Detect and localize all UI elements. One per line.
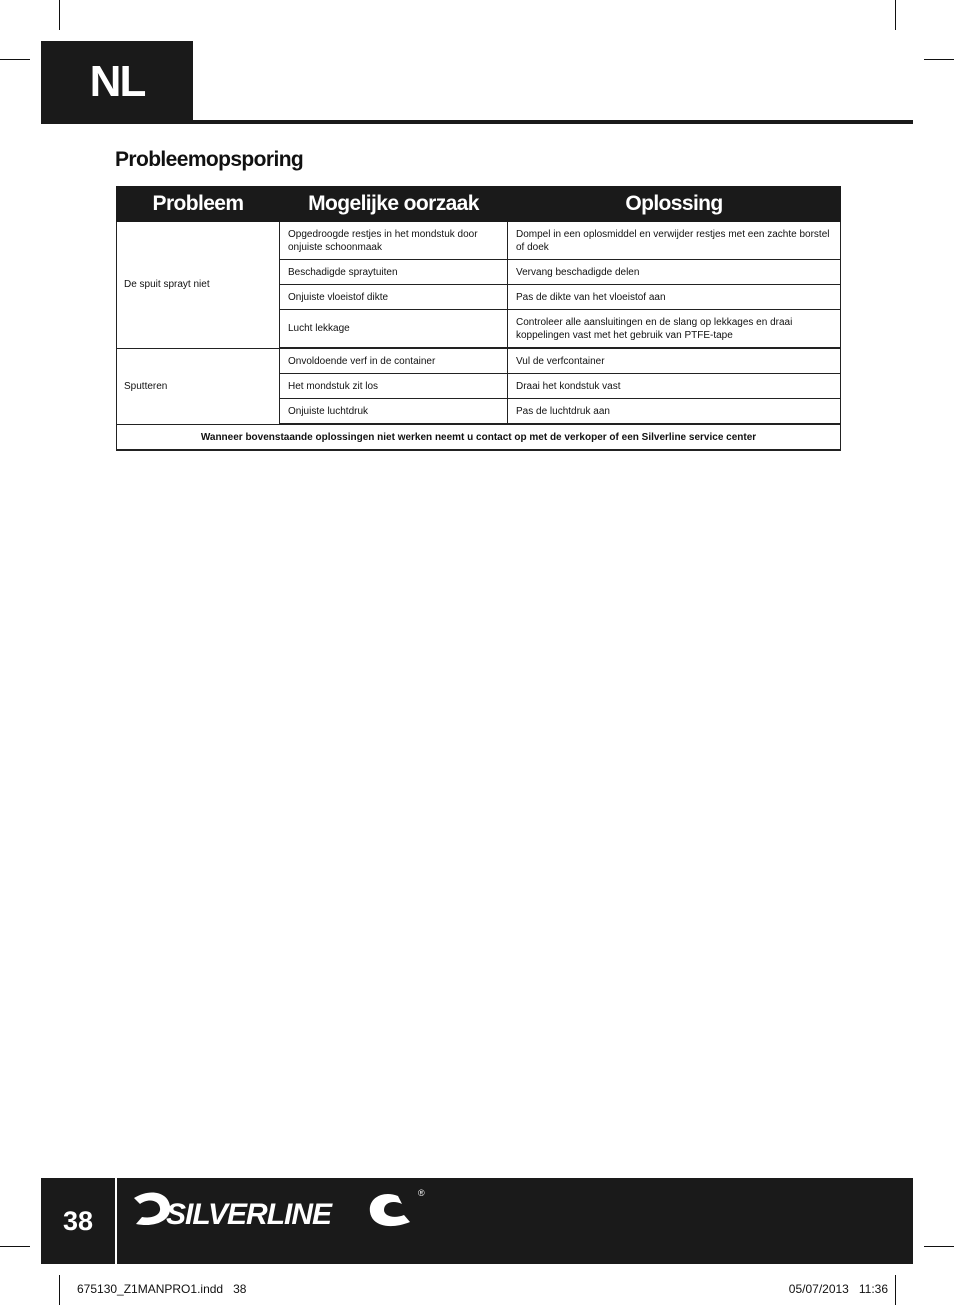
section-title: Probleemopsporing xyxy=(115,148,304,171)
problem-group xyxy=(117,222,841,349)
crop-mark xyxy=(59,0,60,30)
header-rule xyxy=(41,120,913,124)
table-row xyxy=(117,222,841,260)
table-footer-note: Wanneer bovenstaande oplossingen niet werken neemt u contact op met de verkoper of een Silverline service center xyxy=(117,424,841,450)
column-header-cause: Mogelijke oorzaak xyxy=(280,187,508,222)
file-info: 675130_Z1MANPRO1.indd 38 xyxy=(77,1282,247,1296)
solution-cell: Draai het kondstuk vast xyxy=(508,374,841,399)
table-header-row xyxy=(117,187,841,222)
cause-cell: Het mondstuk zit los xyxy=(280,374,508,399)
solution-cell: Pas de dikte van het vloeistof aan xyxy=(508,285,841,310)
problem-group xyxy=(117,348,841,424)
column-header-solution: Oplossing xyxy=(508,187,841,222)
solution-cell: Vervang beschadigde delen xyxy=(508,260,841,285)
solution-cell: Controleer alle aansluitingen en de slang op lekkages en draai koppelingen vast met het gebruik van PTFE-tape xyxy=(508,310,841,349)
cause-cell: Opgedroogde restjes in het mondstuk door onjuiste schoonmaak xyxy=(280,222,508,260)
crop-mark xyxy=(59,1275,60,1305)
problem-cell: Sputteren xyxy=(117,348,280,424)
crop-mark xyxy=(924,59,954,60)
page-number: 38 xyxy=(62,1205,94,1236)
cause-cell: Onjuiste vloeistof dikte xyxy=(280,285,508,310)
silverline-logo xyxy=(128,1184,428,1240)
cause-cell: Beschadigde spraytuiten xyxy=(280,260,508,285)
troubleshooting-table xyxy=(116,186,841,451)
crop-mark xyxy=(0,59,30,60)
solution-cell: Dompel in een oplosmiddel en verwijder restjes met een zachte borstel of doek xyxy=(508,222,841,260)
footer-divider xyxy=(115,1178,117,1264)
language-tab: NL xyxy=(41,41,193,123)
crop-mark xyxy=(0,1246,30,1247)
column-header-problem: Probleem xyxy=(117,187,280,222)
cause-cell: Onjuiste luchtdruk xyxy=(280,399,508,425)
cause-cell: Onvoldoende verf in de container xyxy=(280,348,508,374)
solution-cell: Vul de verfcontainer xyxy=(508,348,841,374)
crop-mark xyxy=(895,0,896,30)
registered-mark: ® xyxy=(418,1188,425,1198)
cause-cell: Lucht lekkage xyxy=(280,310,508,349)
problem-cell: De spuit sprayt niet xyxy=(117,222,280,349)
table-row xyxy=(117,348,841,374)
solution-cell: Pas de luchtdruk aan xyxy=(508,399,841,425)
file-date: 05/07/2013 11:36 xyxy=(788,1282,888,1296)
logo-wordmark: SILVERLINE xyxy=(166,1198,332,1231)
table-footer-row xyxy=(117,424,841,450)
crop-mark xyxy=(924,1246,954,1247)
crop-mark xyxy=(895,1275,896,1305)
